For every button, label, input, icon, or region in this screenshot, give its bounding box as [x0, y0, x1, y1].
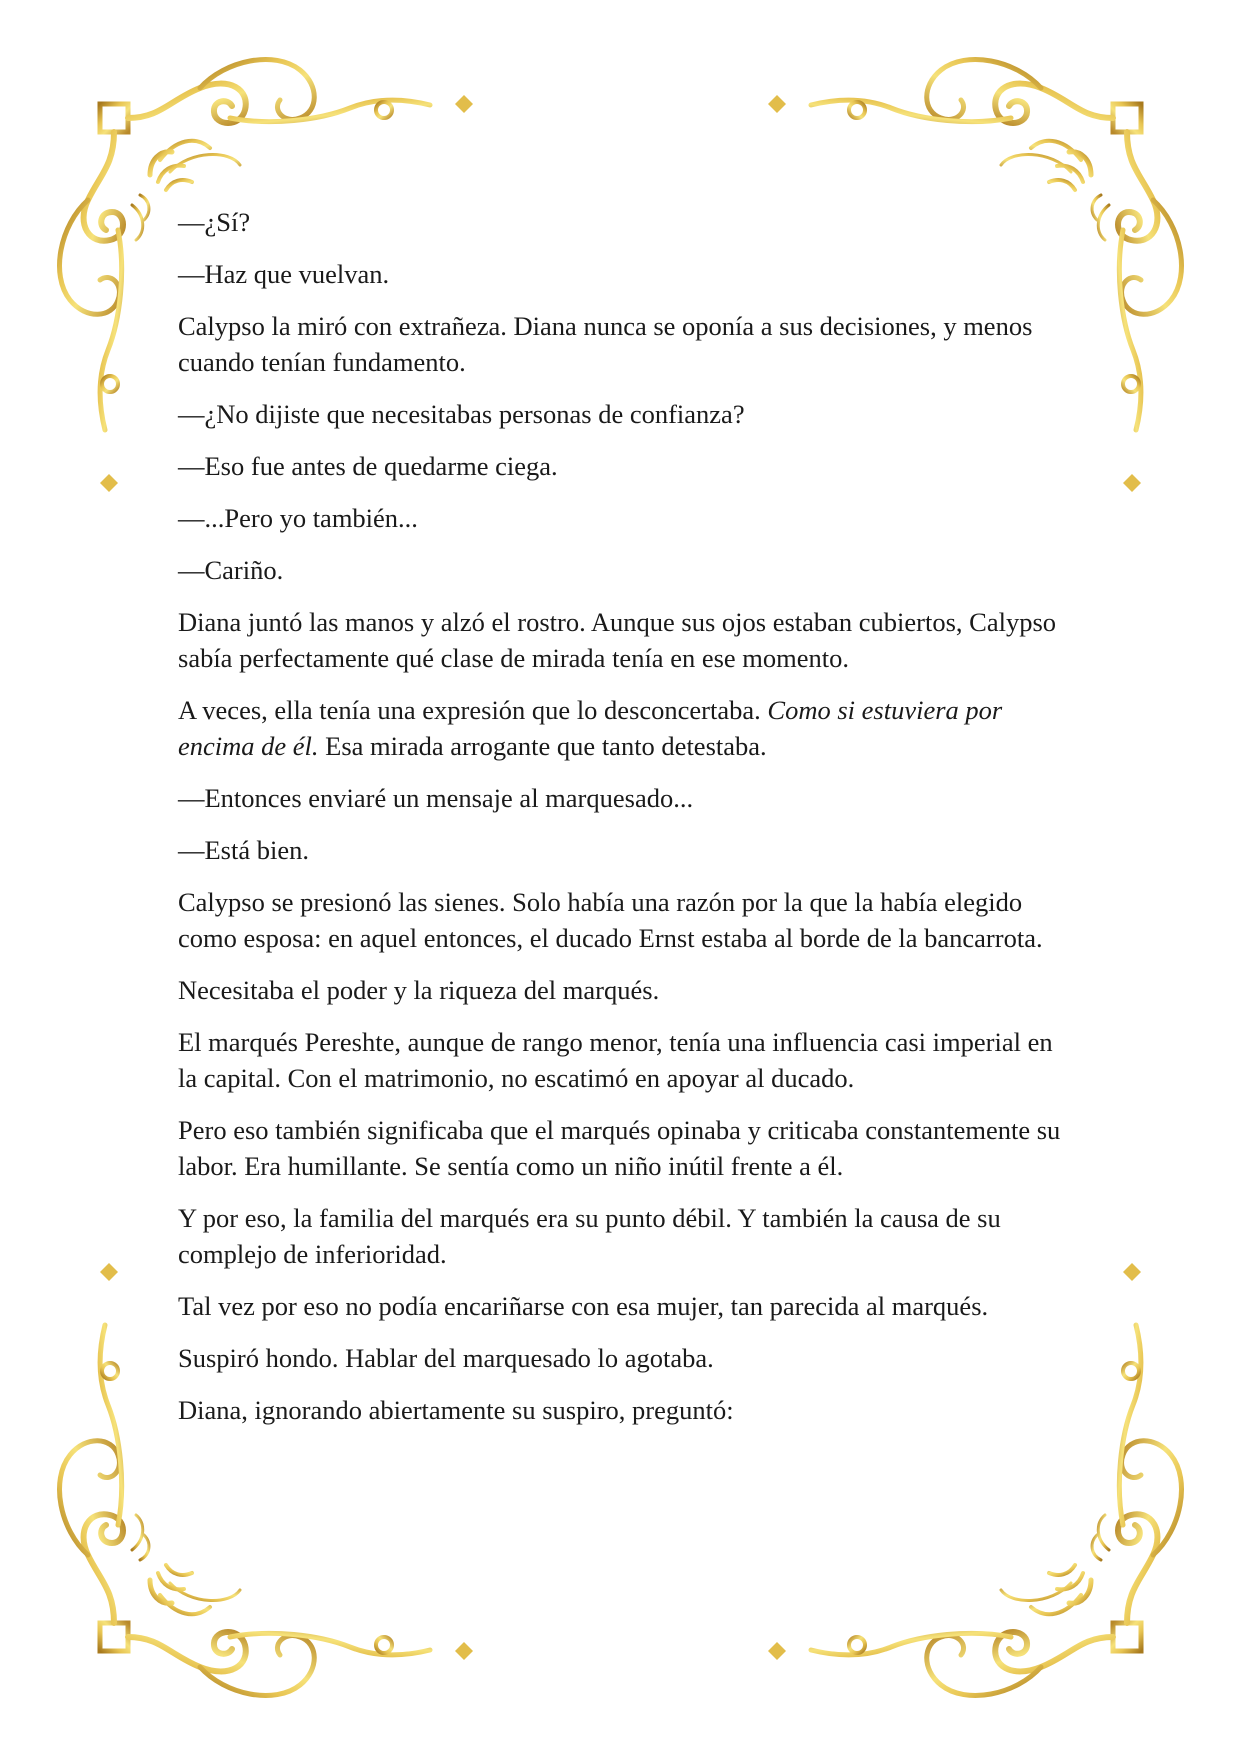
paragraph-text: Calypso la miró con extrañeza. Diana nunca se oponía a sus decisiones, y menos cuando tenían fundamento. [178, 311, 1033, 377]
paragraph-text: —¿No dijiste que necesitabas personas de confianza? [178, 399, 745, 429]
paragraph [178, 308, 1078, 380]
paragraph-text: —Eso fue antes de quedarme ciega. [178, 451, 558, 481]
paragraph [178, 692, 1078, 764]
paragraph [178, 832, 1078, 868]
paragraph-text: —Cariño. [178, 555, 284, 585]
paragraph [178, 448, 1078, 484]
paragraph [178, 780, 1078, 816]
paragraph-text: —Está bien. [178, 835, 309, 865]
paragraph [178, 1112, 1078, 1184]
paragraph-text: Pero eso también significaba que el marqués opinaba y criticaba constantemente su labor. Era humillante. Se sentía como un niño inútil frente a él. [178, 1115, 1061, 1181]
paragraph [178, 604, 1078, 676]
paragraph-text: —¿Sí? [178, 207, 251, 237]
paragraph [178, 1288, 1078, 1324]
paragraph [178, 256, 1078, 292]
paragraph-text: —Entonces enviaré un mensaje al marquesado... [178, 783, 694, 813]
paragraph [178, 500, 1078, 536]
paragraph [178, 884, 1078, 956]
paragraph-text: Diana, ignorando abiertamente su suspiro, preguntó: [178, 1395, 734, 1425]
paragraph [178, 552, 1078, 588]
paragraph-text: Suspiró hondo. Hablar del marquesado lo agotaba. [178, 1343, 714, 1373]
paragraph-text: Necesitaba el poder y la riqueza del marqués. [178, 975, 660, 1005]
paragraph [178, 1392, 1078, 1428]
paragraph-text: —...Pero yo también... [178, 503, 418, 533]
page-text [178, 204, 1078, 1444]
italic-text: Como si estuviera por encima de él. [178, 695, 1003, 761]
paragraph-text: Tal vez por eso no podía encariñarse con esa mujer, tan parecida al marqués. [178, 1291, 989, 1321]
paragraph [178, 972, 1078, 1008]
paragraph [178, 396, 1078, 432]
paragraph-text: A veces, ella tenía una expresión que lo desconcertaba. [178, 695, 768, 725]
paragraph-text: Esa mirada arrogante que tanto detestaba. [318, 731, 767, 761]
paragraph [178, 1024, 1078, 1096]
paragraph [178, 1340, 1078, 1376]
paragraph [178, 1200, 1078, 1272]
paragraph-text: Y por eso, la familia del marqués era su punto débil. Y también la causa de su complejo de inferioridad. [178, 1203, 1001, 1269]
paragraph-text: Diana juntó las manos y alzó el rostro. Aunque sus ojos estaban cubiertos, Calypso sabía perfectamente qué clase de mirada tenía en ese momento. [178, 607, 1057, 673]
paragraph-text: El marqués Pereshte, aunque de rango menor, tenía una influencia casi imperial en la capital. Con el matrimonio, no escatimó en apoyar al ducado. [178, 1027, 1053, 1093]
paragraph [178, 204, 1078, 240]
paragraph-text: —Haz que vuelvan. [178, 259, 390, 289]
paragraph-text: Calypso se presionó las sienes. Solo había una razón por la que la había elegido como esposa: en aquel entonces, el ducado Ernst estaba al borde de la bancarrota. [178, 887, 1043, 953]
